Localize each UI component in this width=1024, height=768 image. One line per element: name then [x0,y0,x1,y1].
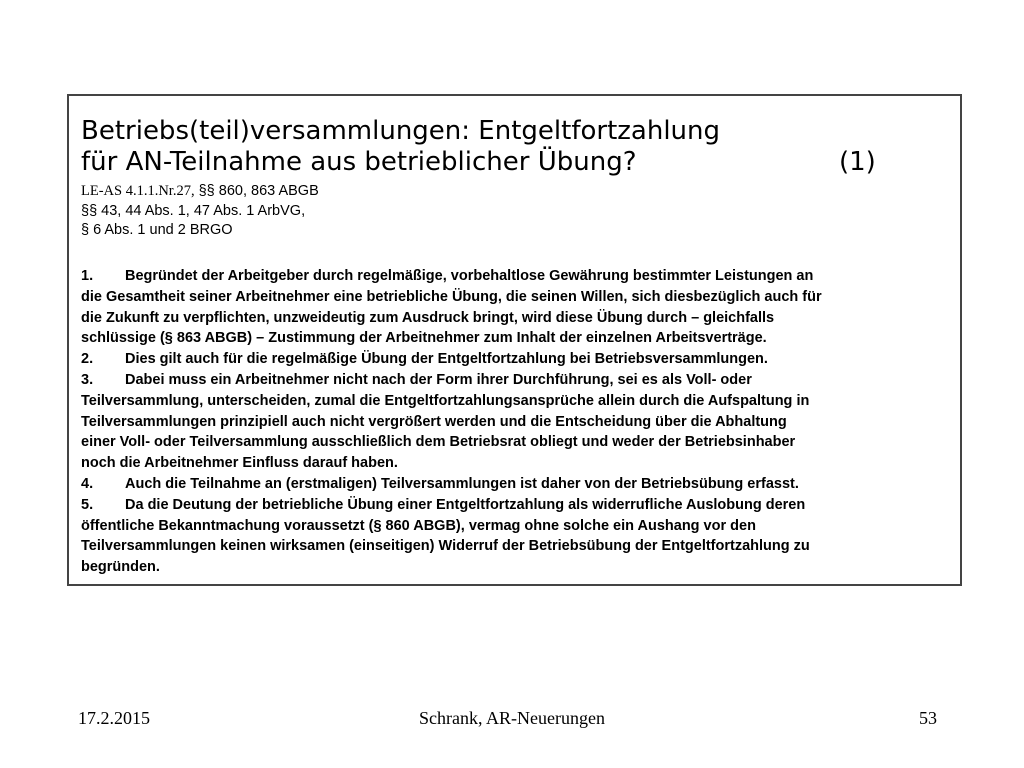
line-text: noch die Arbeitnehmer Einfluss darauf haben. [81,455,398,472]
numbered-text [81,266,961,578]
line-text: Teilversammlung, unterscheiden, zumal die Entgeltfortzahlungsansprüche allein durch die Aufspaltung in [81,392,810,409]
text-line [81,432,961,453]
text-line [81,474,961,495]
text-line [81,412,961,433]
text-line [81,287,961,308]
content-frame [67,94,962,586]
item-number: 1. [81,268,94,284]
line-text: Begründet der Arbeitgeber durch regelmäßige, vorbehaltlose Gewährung bestimmter Leistungen an [125,268,814,284]
line-text: Da die Deutung der betriebliche Übung einer Entgeltfortzahlung als widerrufliche Auslobung deren [125,496,806,513]
reference-paragraphs: §§ 860, 863 ABGB [194,183,319,199]
title-number: (1) [839,147,876,177]
line-text: öffentliche Bekanntmachung voraussetzt (§ 860 ABGB), vermag ohne solche ein Aushang vor den [81,517,756,534]
reference-line-3: § 6 Abs. 1 und 2 BRGO [81,222,233,238]
text-line [81,536,961,557]
title-line-1: Betriebs(teil)versammlungen: Entgeltfortzahlung [81,116,721,146]
legal-references [81,182,319,241]
line-text: Teilversammlungen keinen wirksamen (einseitigen) Widerruf der Betriebsübung der Entgeltfortzahlung zu [81,538,810,555]
text-line [81,370,961,391]
text-line [81,328,961,349]
line-text: die Zukunft zu verpflichten, unzweideutig zum Ausdruck bringt, wird diese Übung durch – gleichfalls [81,309,775,326]
line-text: Dies gilt auch für die regelmäßige Übung der Entgeltfortzahlung bei Betriebsversammlungen. [125,351,768,368]
item-number: 3. [81,371,94,388]
line-text: Dabei muss ein Arbeitnehmer nicht nach der Form ihrer Durchführung, sei es als Voll- oder [125,371,752,388]
line-text: die Gesamtheit seiner Arbeitnehmer eine betriebliche Übung, die seinen Willen, sich diesbezüglich auch für [81,288,822,305]
text-line [81,495,961,516]
title-line-2: für AN-Teilnahme aus betrieblicher Übung? [81,147,637,177]
line-text: schlüssige (§ 863 ABGB) – Zustimmung der Arbeitnehmer zum Inhalt der einzelnen Arbeitsverträge. [81,330,767,347]
reference-source: LE-AS 4.1.1.Nr.27, [81,183,195,199]
footer-date: 17.2.2015 [78,708,150,728]
text-line [81,349,961,370]
line-text: begründen. [81,559,160,576]
text-line [81,266,961,287]
footer-author: Schrank, AR-Neuerungen [419,708,605,728]
text-line [81,391,961,412]
line-text: Auch die Teilnahme an (erstmaligen) Teilversammlungen ist daher von der Betriebsübung erfasst. [125,475,799,492]
reference-line-1 [81,182,319,202]
line-text: einer Voll- oder Teilversammlung ausschließlich dem Betriebsrat obliegt und weder der Betriebsinhaber [81,434,796,451]
text-line [81,516,961,537]
text-line [81,453,961,474]
reference-line-2: §§ 43, 44 Abs. 1, 47 Abs. 1 ArbVG, [81,202,306,219]
line-text: Teilversammlungen prinzipiell auch nicht vergrößert werden und die Entscheidung über die Abhaltung [81,413,787,430]
text-line [81,308,961,329]
item-number: 5. [81,496,94,513]
footer-page-number: 53 [919,708,937,728]
slide-title [81,116,951,178]
item-number: 2. [81,351,94,368]
text-line [81,557,961,578]
item-number: 4. [81,475,94,492]
